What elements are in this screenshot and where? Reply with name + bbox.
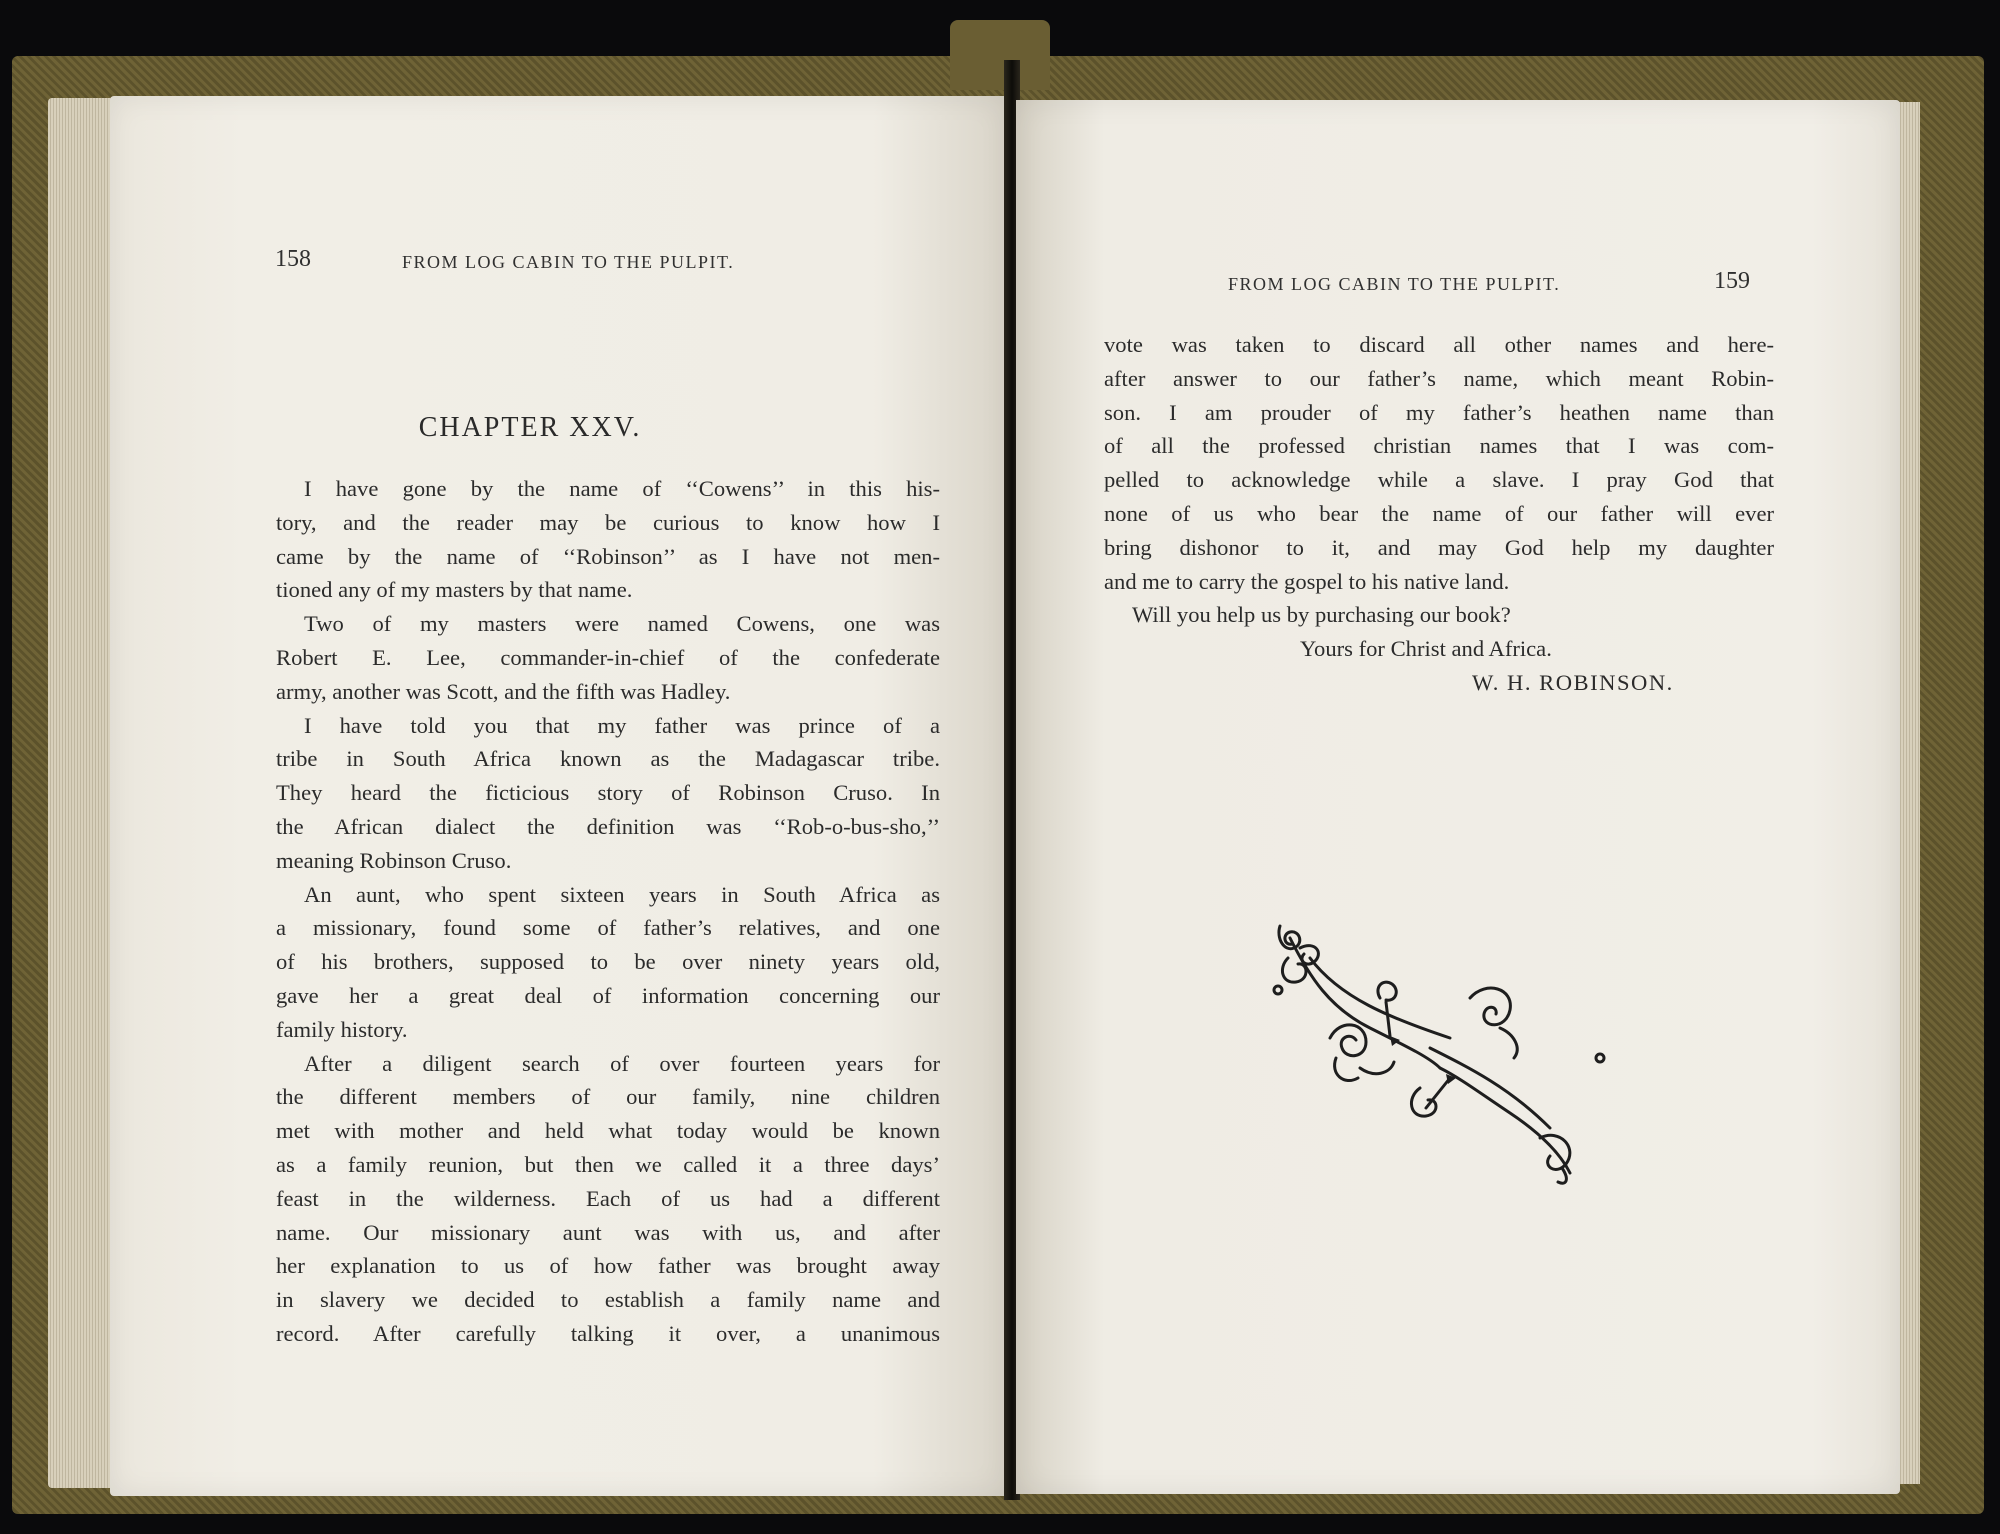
- left-running-header: FROM LOG CABIN TO THE PULPIT.: [402, 252, 735, 272]
- paragraph-5-line-9: record. After carefully talking it over, a unanimous: [276, 1320, 940, 1346]
- paragraph-1-line-4: tioned any of my masters by that name.: [276, 577, 633, 603]
- continuation-line-3: son. I am prouder of my father’s heathen name than: [1104, 399, 1774, 425]
- paragraph-5-line-1: After a diligent search of over fourteen years for: [304, 1050, 940, 1076]
- continuation-line-2: after answer to our father’s name, which meant Robin-: [1104, 365, 1774, 391]
- left-page-number: 158: [275, 246, 311, 272]
- paragraph-3-line-3: They heard the ficticious story of Robinson Cruso. In: [276, 780, 940, 806]
- paragraph-5-line-2: the different members of our family, nine children: [276, 1084, 940, 1110]
- paragraph-4-line-5: family history.: [276, 1016, 408, 1042]
- chapter-title: CHAPTER XXV.: [418, 412, 642, 443]
- floral-tailpiece-ornament-icon: [1270, 918, 1610, 1188]
- paragraph-3-line-5: meaning Robinson Cruso.: [276, 847, 512, 873]
- paragraph-3-line-2: tribe in South Africa known as the Madagascar tribe.: [276, 746, 940, 772]
- left-page: [110, 96, 1008, 1496]
- author-signature: W. H. ROBINSON.: [1472, 670, 1674, 695]
- paragraph-4-line-4: gave her a great deal of information concerning our: [276, 982, 940, 1008]
- paragraph-2-line-2: Robert E. Lee, commander-in-chief of the confederate: [276, 644, 940, 670]
- paragraph-4-line-1: An aunt, who spent sixteen years in South Africa as: [304, 881, 940, 907]
- paragraph-3-line-1: I have told you that my father was prince of a: [304, 712, 940, 738]
- paragraph-5-line-3: met with mother and held what today would be known: [276, 1118, 940, 1144]
- closing-question: Will you help us by purchasing our book?: [1132, 602, 1511, 627]
- closing-salutation: Yours for Christ and Africa.: [1300, 636, 1552, 661]
- right-page-body: [1104, 328, 1774, 598]
- right-running-header: FROM LOG CABIN TO THE PULPIT.: [1228, 274, 1561, 294]
- book-spine: [950, 20, 1050, 90]
- continuation-line-5: pelled to acknowledge while a slave. I pray God that: [1104, 467, 1774, 493]
- right-page: [1016, 100, 1900, 1494]
- paragraph-5-line-7: her explanation to us of how father was brought away: [276, 1253, 940, 1279]
- paragraph-4-line-3: of his brothers, supposed to be over ninety years old,: [276, 949, 940, 975]
- paragraph-1-line-3: came by the name of ‘‘Robinson’’ as I have not men-: [276, 543, 940, 569]
- paragraph-5-line-6: name. Our missionary aunt was with us, and after: [276, 1219, 940, 1245]
- paragraph-2-line-3: army, another was Scott, and the fifth was Hadley.: [276, 678, 731, 704]
- paragraph-1-line-2: tory, and the reader may be curious to know how I: [276, 509, 940, 535]
- right-page-number: 159: [1714, 268, 1750, 294]
- paragraph-4-line-2: a missionary, found some of father’s relatives, and one: [276, 915, 940, 941]
- continuation-line-6: none of us who bear the name of our father will ever: [1104, 500, 1774, 526]
- paragraph-5-line-5: feast in the wilderness. Each of us had a different: [276, 1185, 940, 1211]
- paragraph-1-line-1: I have gone by the name of ‘‘Cowens’’ in this his-: [304, 476, 940, 501]
- paragraph-5-line-8: in slavery we decided to establish a family name and: [276, 1287, 940, 1313]
- paragraph-3-line-4: the African dialect the definition was ‘‘Rob-o-bus-sho,’’: [276, 813, 940, 839]
- continuation-line-7: bring dishonor to it, and may God help my daughter: [1104, 534, 1774, 560]
- paragraph-2-line-1: Two of my masters were named Cowens, one was: [304, 611, 940, 637]
- left-page-body: [276, 472, 940, 1351]
- continuation-line-1: vote was taken to discard all other names and here-: [1104, 332, 1774, 357]
- continuation-line-4: of all the professed christian names that I was com-: [1104, 433, 1774, 459]
- continuation-line-8: and me to carry the gospel to his native land.: [1104, 568, 1510, 594]
- paragraph-5-line-4: as a family reunion, but then we called it a three days’: [276, 1151, 940, 1177]
